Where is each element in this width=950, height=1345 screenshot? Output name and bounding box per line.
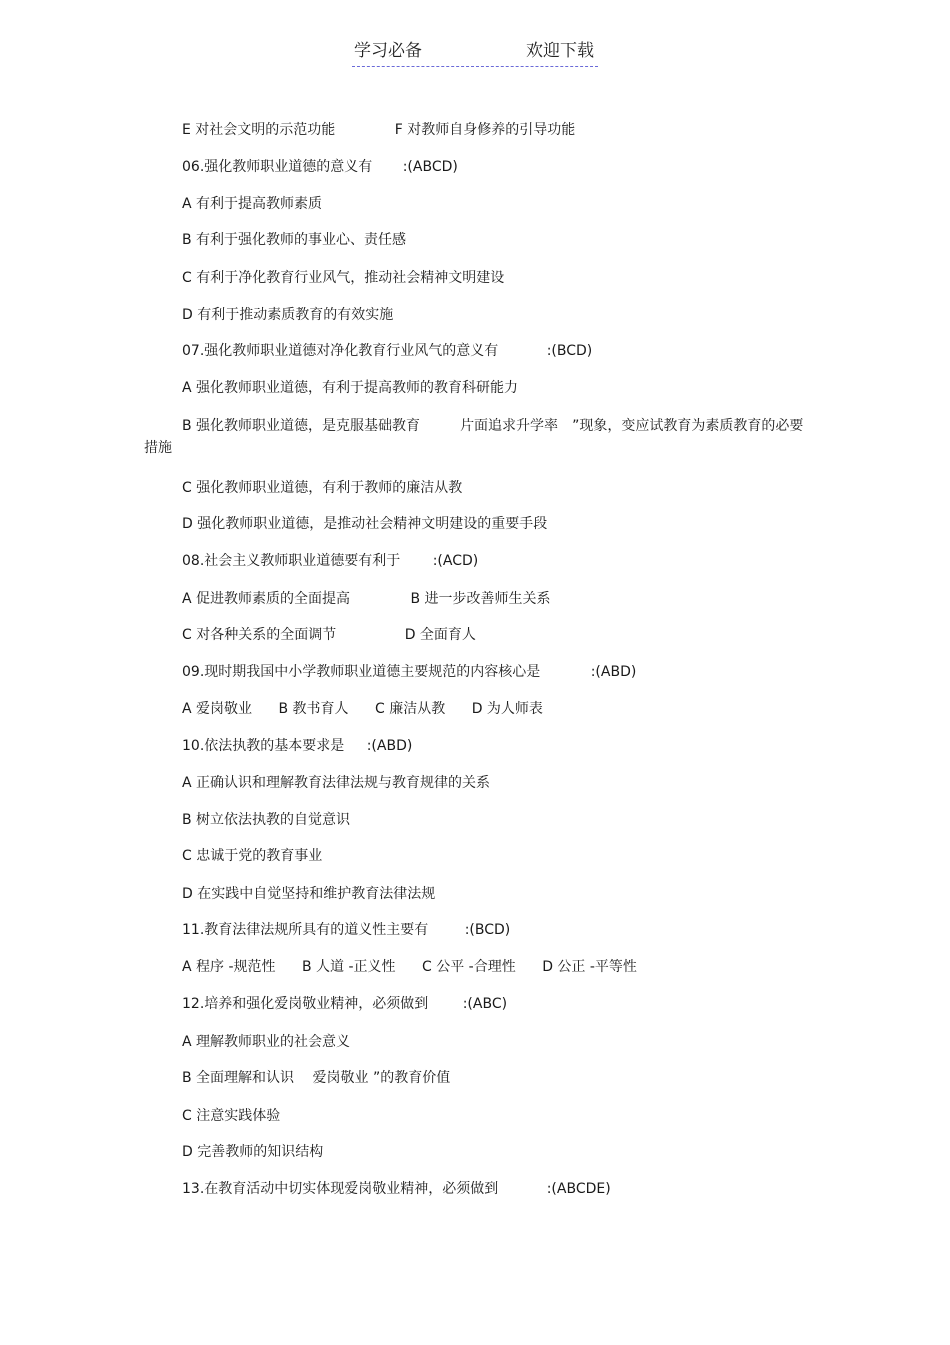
option-line xyxy=(182,590,551,608)
option-c: C 注意实践体验 xyxy=(182,1108,281,1124)
option-b-part1: B 全面理解和认识 xyxy=(182,1070,295,1086)
option-a: A 促进教师素质的全面提高 xyxy=(182,591,351,607)
option-d: D 完善教师的知识结构 xyxy=(182,1144,324,1160)
option-a: A 有利于提高教师素质 xyxy=(182,196,323,212)
option-d: D 有利于推动素质教育的有效实施 xyxy=(182,307,394,323)
option-b-part2: 片面追求升学率 xyxy=(460,418,559,434)
question-text: 09.现时期我国中小学教师职业道德主要规范的内容核心是 xyxy=(182,664,541,680)
question-text: 11.教育法律法规所具有的道义性主要有 xyxy=(182,922,429,938)
option-d: D 全面育人 xyxy=(404,627,476,643)
header-right-text: 欢迎下载 xyxy=(526,41,594,61)
answer-key: :(BCD) xyxy=(546,343,593,359)
option-a: A 理解教师职业的社会意义 xyxy=(182,1034,351,1050)
option-b: B 人道 -正义性 xyxy=(301,959,396,975)
question-12 xyxy=(182,995,507,1013)
header-left-text: 学习必备 xyxy=(354,41,422,61)
answer-key: :(BCD) xyxy=(464,922,511,938)
option-c: C 对各种关系的全面调节 xyxy=(182,627,337,643)
question-text: 13.在教育活动中切实体现爱岗敬业精神，必须做到 xyxy=(182,1181,499,1197)
option-line xyxy=(182,958,637,976)
question-07 xyxy=(182,342,592,360)
question-10 xyxy=(182,737,412,755)
option-b: B 树立依法执教的自觉意识 xyxy=(182,812,351,828)
option-b: B 进一步改善师生关系 xyxy=(410,591,551,607)
question-08 xyxy=(182,552,478,570)
question-text: 12.培养和强化爱岗敬业精神，必须做到 xyxy=(182,996,429,1012)
option-b-part4: 育的必要措施 xyxy=(144,418,804,456)
option-b-part2: 爱岗敬业 ”的教育价值 xyxy=(312,1070,451,1086)
page-header xyxy=(352,40,598,67)
question-06 xyxy=(182,158,458,176)
option-b xyxy=(182,1069,450,1087)
option-f: F 对教师自身修养的引导功能 xyxy=(394,122,576,138)
answer-key: :(ABC) xyxy=(462,996,508,1012)
option-line xyxy=(182,121,575,139)
option-b: B 有利于强化教师的事业心、责任感 xyxy=(182,232,407,248)
option-b-part3: ”现象，变应试教育为素质教 xyxy=(572,418,748,434)
answer-key: :(ABCD) xyxy=(402,159,458,175)
option-b-paragraph xyxy=(144,415,804,459)
question-13 xyxy=(182,1180,611,1198)
option-c: C 强化教师职业道德，有利于教师的廉洁从教 xyxy=(182,480,463,496)
option-a: A 爱岗敬业 xyxy=(182,701,253,717)
question-text: 07.强化教师职业道德对净化教育行业风气的意义有 xyxy=(182,343,499,359)
option-d: D 强化教师职业道德，是推动社会精神文明建设的重要手段 xyxy=(182,516,548,532)
question-text: 10.依法执教的基本要求是 xyxy=(182,738,345,754)
answer-key: :(ABD) xyxy=(590,664,637,680)
option-a: A 正确认识和理解教育法律法规与教育规律的关系 xyxy=(182,775,491,791)
answer-key: :(ABCDE) xyxy=(546,1181,611,1197)
question-09 xyxy=(182,663,636,681)
option-a: A 程序 -规范性 xyxy=(182,959,276,975)
option-c: C 有利于净化教育行业风气，推动社会精神文明建设 xyxy=(182,270,505,286)
option-line xyxy=(182,700,543,718)
answer-key: :(ABD) xyxy=(366,738,413,754)
option-b: B 教书育人 xyxy=(278,701,349,717)
option-c: C 公平 -合理性 xyxy=(422,959,516,975)
option-e: E 对社会文明的示范功能 xyxy=(182,122,336,138)
option-c: C 廉洁从教 xyxy=(375,701,446,717)
option-a: A 强化教师职业道德，有利于提高教师的教育科研能力 xyxy=(182,380,519,396)
question-text: 08.社会主义教师职业道德要有利于 xyxy=(182,553,401,569)
option-d: D 为人师表 xyxy=(471,701,543,717)
answer-key: :(ACD) xyxy=(432,553,479,569)
option-d: D 在实践中自觉坚持和维护教育法律法规 xyxy=(182,886,436,902)
option-d: D 公正 -平等性 xyxy=(542,959,637,975)
option-b-part1: B 强化教师职业道德，是克服基础教育 xyxy=(182,418,421,434)
question-11 xyxy=(182,921,510,939)
option-c: C 忠诚于党的教育事业 xyxy=(182,848,323,864)
option-line xyxy=(182,626,476,644)
question-text: 06.强化教师职业道德的意义有 xyxy=(182,159,373,175)
